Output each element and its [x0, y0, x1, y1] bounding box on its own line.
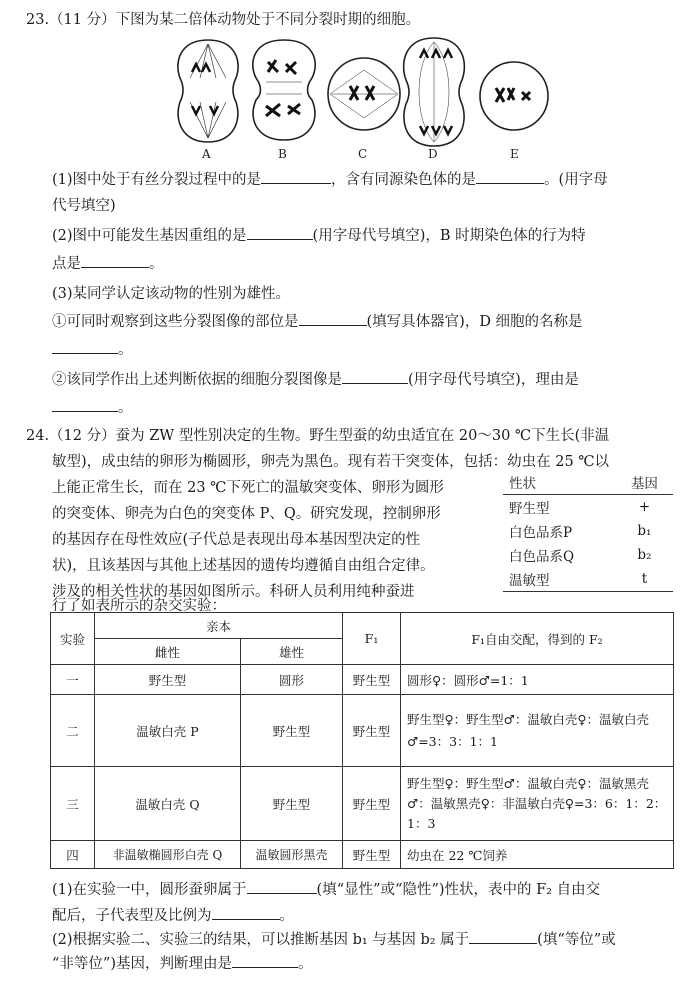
gene-table-header: 性状	[509, 476, 536, 492]
gene-table	[503, 470, 673, 592]
exp-cell-f2: 圆形♀：圆形♂=1：1	[401, 665, 674, 695]
table-row	[51, 841, 674, 869]
exp-header-male: 雄性	[241, 639, 343, 665]
q24-intro-line: 24.（12 分）蚕为 ZW 型性别决定的生物。野生型蚕的幼虫适宜在 20～30 ℃下生长(非温	[26, 428, 610, 444]
q24-part2-cont: “非等位”)基因，判断理由是 。	[52, 952, 312, 973]
exp-cell-male: 圆形	[241, 665, 343, 695]
exp-cell-f1: 野生型	[343, 665, 401, 695]
q23-part3: (3)某同学认定该动物的性别为雄性。	[52, 286, 291, 302]
answer-blank[interactable]	[469, 929, 537, 944]
answer-blank[interactable]	[261, 169, 331, 184]
exp-cell-female: 温敏白壳 P	[95, 695, 241, 767]
answer-blank[interactable]	[247, 879, 317, 894]
exp-cell-f1: 野生型	[343, 841, 401, 869]
q23-part2-cont: 点是 。	[52, 252, 164, 273]
q24-part2: (2)根据实验二、实验三的结果，可以推断基因 b₁ 与基因 b₂ 属于 (填“等位”或	[52, 928, 616, 949]
exp-header-female: 雌性	[95, 639, 241, 665]
exp-cell-female: 野生型	[95, 665, 241, 695]
exp-cell-female: 温敏白壳 Q	[95, 767, 241, 841]
cell-label-a: A	[202, 147, 211, 161]
q23-part1-cont: 代号填空)	[52, 198, 116, 214]
answer-blank[interactable]	[81, 253, 149, 268]
gene-table-cell: 温敏型	[509, 573, 550, 589]
answer-blank[interactable]	[52, 339, 118, 354]
exp-cell-id: 一	[51, 665, 95, 695]
experiment-table	[50, 612, 674, 869]
answer-blank[interactable]	[247, 225, 313, 240]
cell-label-e: E	[510, 147, 519, 161]
exp-cell-male: 野生型	[241, 767, 343, 841]
cell-c-icon	[328, 58, 400, 130]
gene-table-cell: b₂	[637, 547, 652, 563]
answer-blank[interactable]	[299, 311, 367, 326]
q23-part3-2-cont: 。	[52, 396, 133, 417]
gene-table-cell: 白色品系Q	[509, 549, 575, 565]
answer-blank[interactable]	[212, 905, 280, 920]
exp-cell-id: 四	[51, 841, 95, 869]
cell-label-d: D	[428, 147, 438, 161]
cell-e-icon	[480, 62, 548, 130]
q24-intro-line: 行了如表所示的杂交实验：	[52, 598, 226, 614]
gene-table-cell: 白色品系P	[509, 525, 573, 541]
exp-header-parent: 亲本	[95, 613, 343, 639]
q24-intro-line: 上能正常生长，而在 23 ℃下死亡的温敏突变体、卵形为圆形	[52, 480, 444, 496]
q24-intro-line: 涉及的相关性状的基因如图所示。科研人员利用纯种蚕进	[52, 584, 415, 600]
cell-label-c: C	[358, 147, 368, 161]
cell-d-icon	[404, 38, 465, 146]
exp-cell-f1: 野生型	[343, 767, 401, 841]
q24-intro-line: 的基因存在母性效应(子代总是表现出母本基因型决定的性	[52, 532, 421, 548]
answer-blank[interactable]	[232, 953, 298, 968]
q24-part1: (1)在实验一中，圆形蚕卵属于 (填“显性”或“隐性”)性状，表中的 F₂ 自由交	[52, 878, 600, 899]
q23-part3-2: ②该同学作出上述判断依据的细胞分裂图像是 (用字母代号填空)，理由是	[52, 368, 579, 389]
q23-part2: (2)图中可能发生基因重组的是 (用字母代号填空)，B 时期染色体的行为特	[52, 224, 586, 245]
q23-part1: (1)图中处于有丝分裂过程中的是 ，含有同源染色体的是 。(用字母	[52, 168, 608, 189]
exp-cell-f2: 幼虫在 22 ℃饲养	[401, 841, 674, 869]
exp-cell-male: 温敏圆形黑壳	[241, 841, 343, 869]
exp-cell-f1: 野生型	[343, 695, 401, 767]
cell-division-figure	[170, 34, 550, 162]
q23-part3-1-cont: 。	[52, 338, 133, 359]
exp-cell-f2: 野生型♀：野生型♂：温敏白壳♀：温敏白壳♂=3：3：1：1	[401, 695, 674, 767]
gene-table-cell: +	[638, 499, 651, 515]
gene-table-cell: b₁	[637, 523, 652, 539]
answer-blank[interactable]	[52, 397, 118, 412]
exp-cell-id: 二	[51, 695, 95, 767]
exp-header-f1: F₁	[343, 613, 401, 665]
cell-label-b: B	[278, 147, 287, 161]
cell-a-icon	[178, 40, 238, 142]
exp-cell-female: 非温敏椭圆形白壳 Q	[95, 841, 241, 869]
q24-intro-line: 状)，且该基因与其他上述基因的遗传均遵循自由组合定律。	[52, 558, 435, 574]
gene-table-cell: t	[641, 571, 648, 587]
q24-part1-cont: 配后，子代表型及比例为 。	[52, 904, 294, 925]
exp-cell-id: 三	[51, 767, 95, 841]
table-row	[51, 695, 674, 767]
exp-header-id: 实验	[51, 613, 95, 665]
exp-cell-f2: 野生型♀：野生型♂：温敏白壳♀：温敏黑壳♂：温敏黑壳♀：非温敏白壳♀=3：6：1：2：1：3	[401, 767, 674, 841]
answer-blank[interactable]	[476, 169, 544, 184]
answer-blank[interactable]	[342, 369, 408, 384]
table-row	[51, 767, 674, 841]
q24-intro-line: 的突变体、卵壳为白色的突变体 P、Q。研究发现，控制卵形	[52, 506, 441, 522]
exp-header-f2: F₁自由交配，得到的 F₂	[401, 613, 674, 665]
gene-table-header: 基因	[630, 476, 658, 492]
gene-table-cell: 野生型	[509, 501, 550, 517]
table-row	[51, 665, 674, 695]
cell-b-icon	[253, 40, 315, 140]
q23-part3-1: ①可同时观察到这些分裂图像的部位是 (填写具体器官)，D 细胞的名称是	[52, 310, 583, 331]
q23-header: 23.（11 分）下图为某二倍体动物处于不同分裂时期的细胞。	[26, 12, 421, 28]
exp-cell-male: 野生型	[241, 695, 343, 767]
q24-intro-line: 敏型)，成虫结的卵形为椭圆形，卵壳为黑色。现有若干突变体，包括：幼虫在 25 ℃以	[52, 454, 610, 470]
